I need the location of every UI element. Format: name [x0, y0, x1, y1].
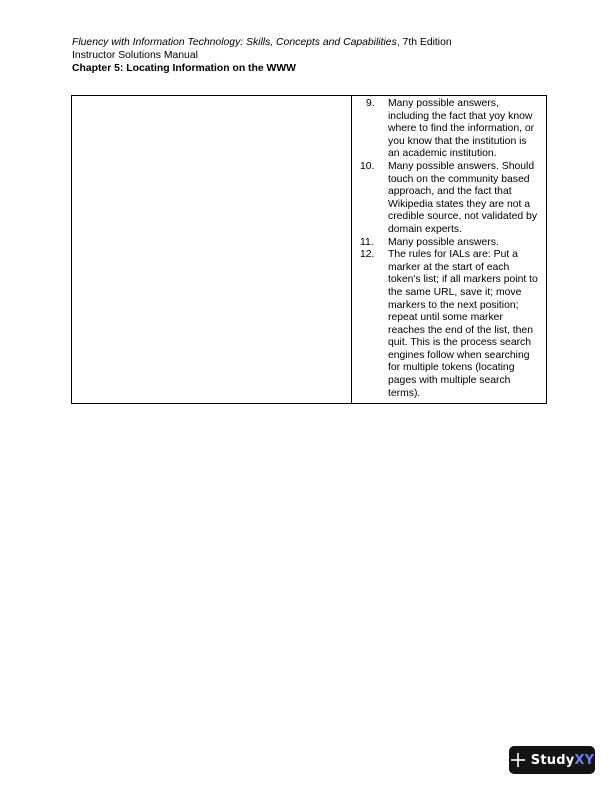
manual-subtitle: Instructor Solutions Manual	[72, 50, 198, 61]
list-item	[360, 161, 540, 237]
empty-cell	[72, 96, 352, 404]
answer-number: 9.	[366, 98, 375, 109]
book-title-italic: Fluency with Information Technology: Skills, Concepts and Capabilities	[72, 37, 397, 48]
plus-icon	[510, 752, 526, 768]
answer-text: Many possible answers. Should touch on the community based approach, and the fact that Wikipedia states they are not a credible source, not validated by domain experts.	[388, 160, 538, 235]
page-header	[72, 36, 452, 75]
book-title	[72, 36, 452, 49]
answer-text: The rules for IALs are: Put a marker at the start of each token's list; if all markers point to the same URL, save it; move markers to the next position; repeat until some marker reaches the end of the list, then quit. This is the process search engines follow when searching for multiple tokens (locating pages with multiple search terms).	[388, 249, 538, 399]
answer-text: Many possible answers, including the fact that yoy know where to find the information, or you know that the institution is an academic institution.	[388, 98, 535, 160]
studyxy-badge[interactable]	[509, 746, 595, 774]
answers-table	[71, 95, 547, 404]
answers-cell	[352, 96, 547, 404]
answer-list	[360, 98, 540, 400]
answer-text: Many possible answers.	[388, 236, 499, 248]
answer-number: 12.	[360, 249, 375, 261]
list-item	[360, 249, 540, 400]
chapter-title: Chapter 5: Locating Information on the WWW	[72, 63, 296, 74]
brand-suffix: XY	[574, 752, 595, 768]
brand-name	[531, 753, 594, 768]
brand-prefix: Study	[530, 752, 575, 768]
table-row	[72, 96, 547, 404]
book-edition: , 7th Edition	[396, 37, 452, 48]
list-item	[360, 237, 540, 250]
list-item	[360, 98, 540, 161]
answer-number: 11.	[360, 236, 374, 248]
answer-number: 10.	[360, 160, 375, 172]
